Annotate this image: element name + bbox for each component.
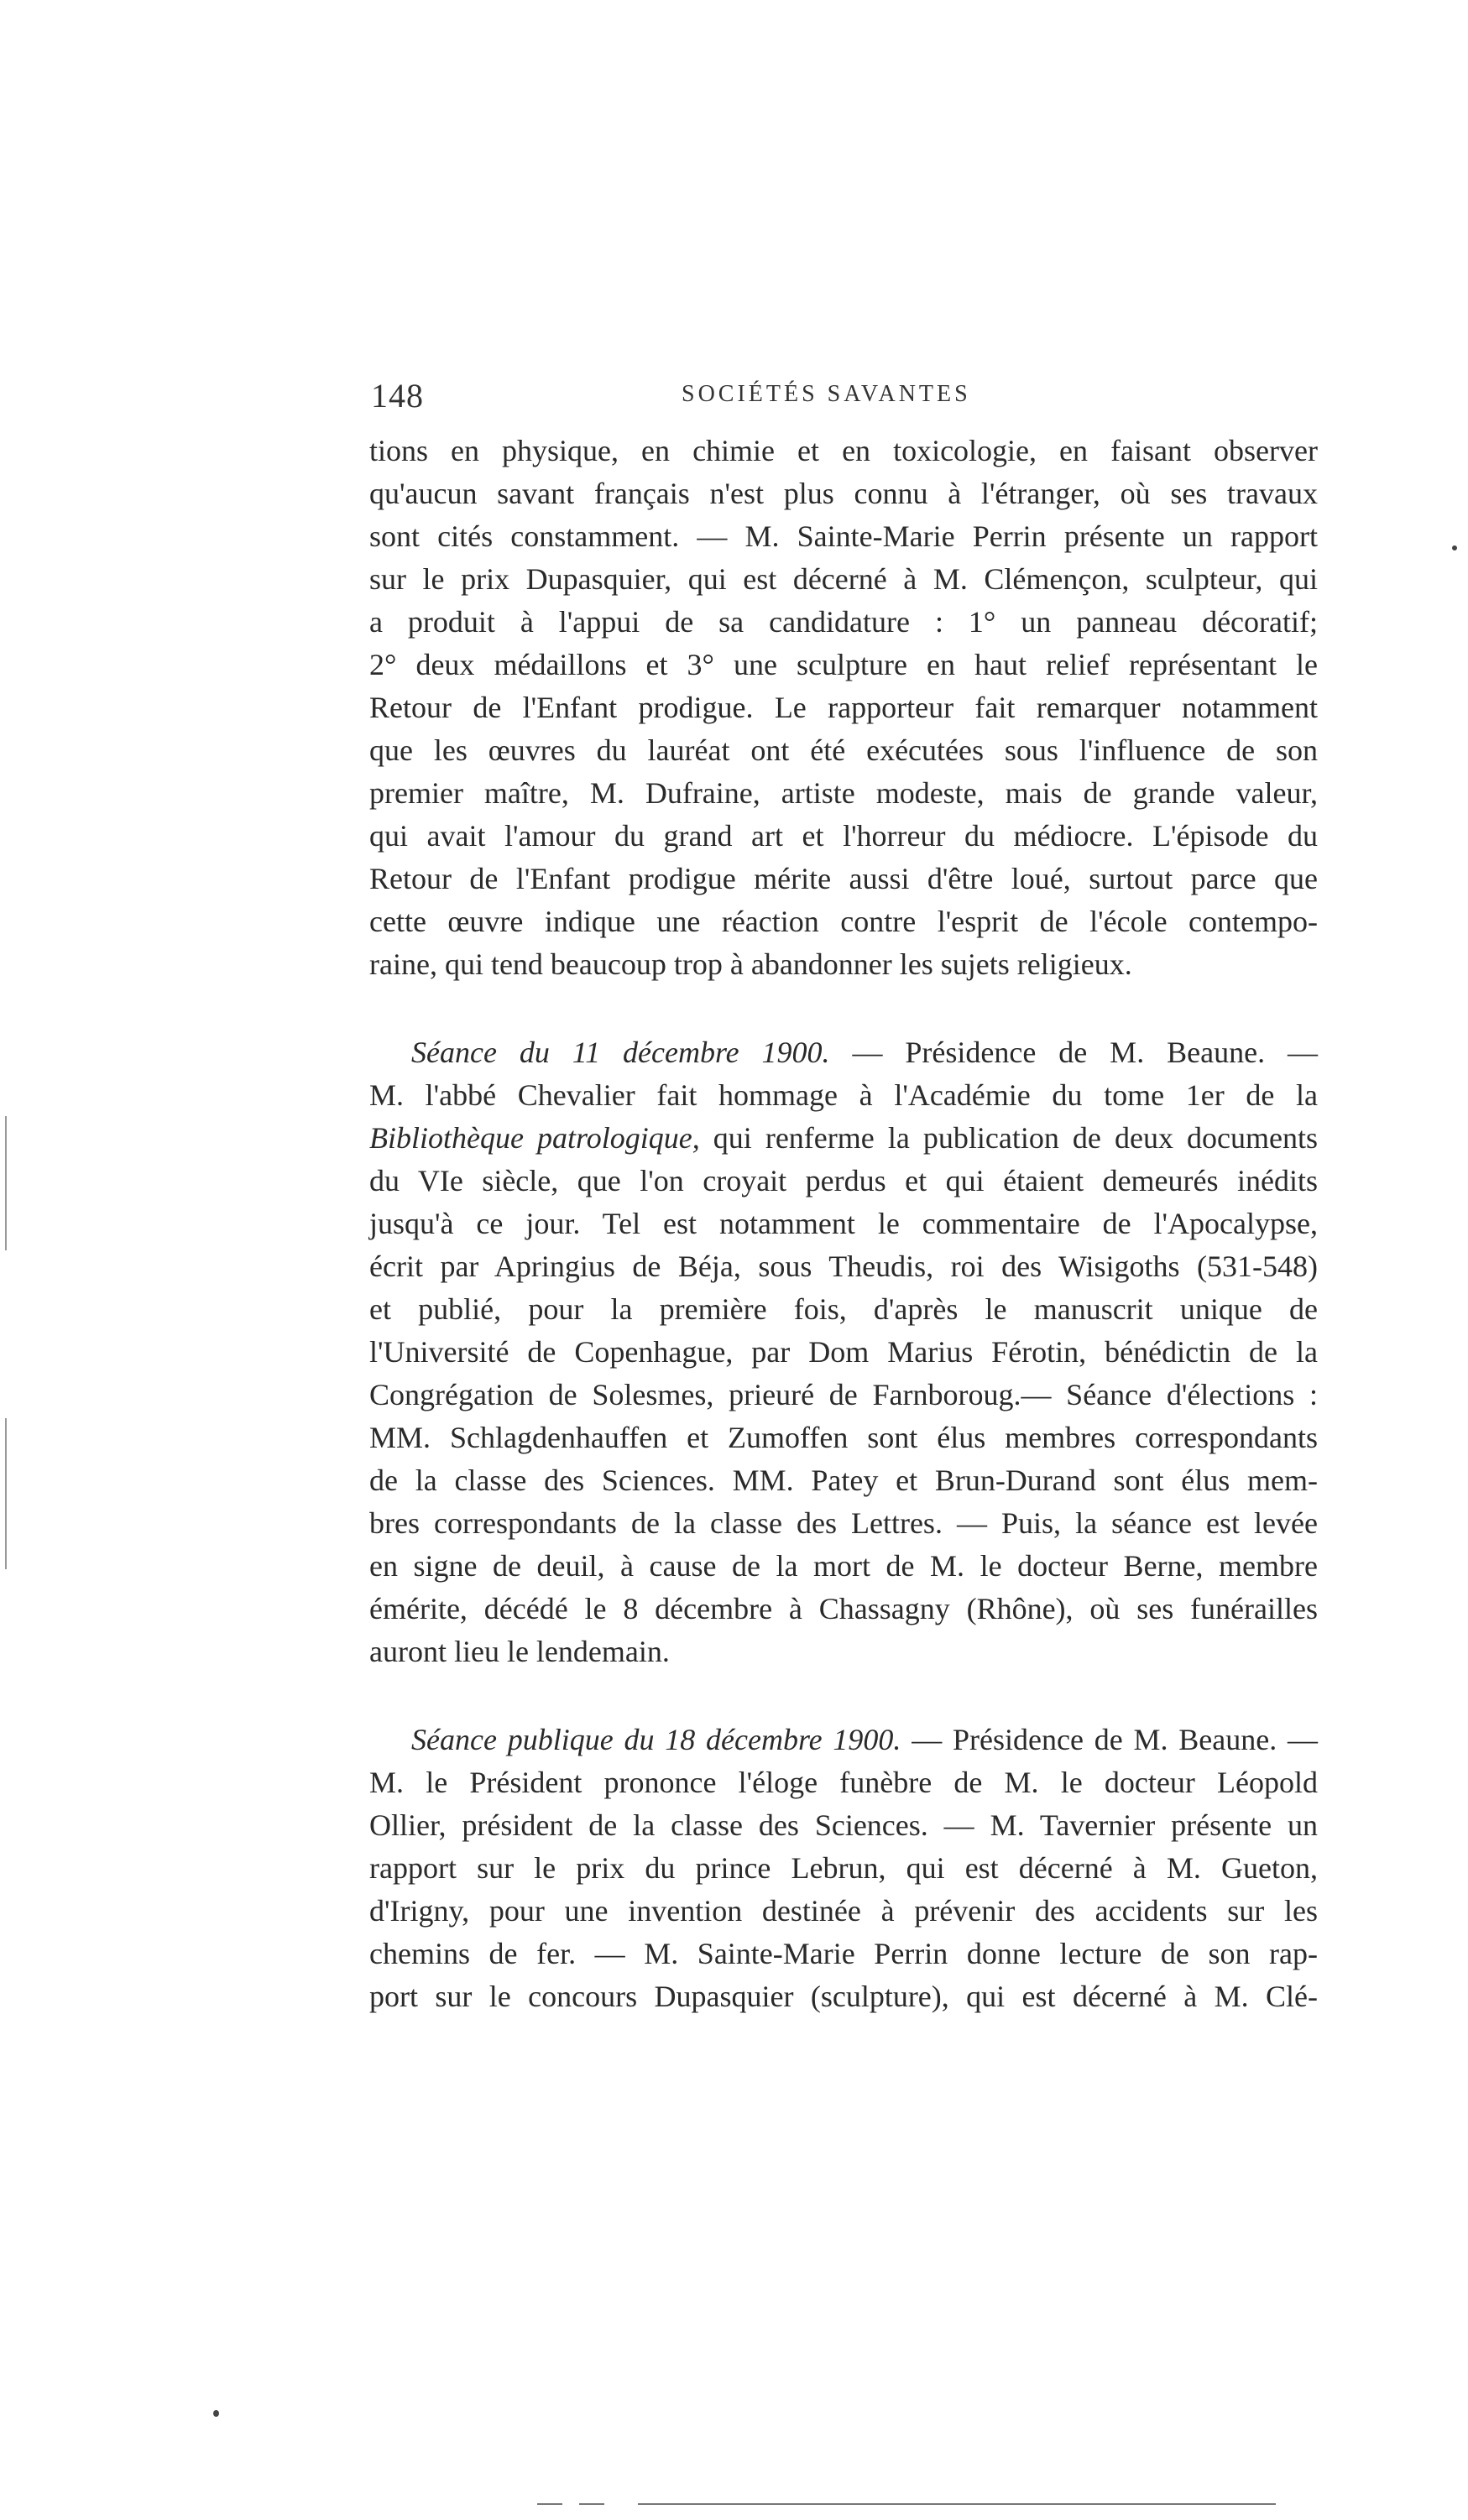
- text-line: M. l'abbé Chevalier fait hommage à l'Académie du tome 1er de la: [369, 1078, 1318, 1112]
- scan-speck: [213, 2410, 219, 2417]
- text-line: chemins de fer. — M. Sainte-Marie Perrin donne lecture de son rap-: [369, 1937, 1318, 1970]
- text-line: et publié, pour la première fois, d'après le manuscrit unique de: [369, 1292, 1318, 1326]
- text-line: tions en physique, en chimie et en toxicologie, en faisant observer: [369, 434, 1318, 467]
- text-line: écrit par Apringius de Béja, sous Theudis, roi des Wisigoths (531-548): [369, 1250, 1318, 1283]
- text-line: qu'aucun savant français n'est plus connu à l'étranger, où ses travaux: [369, 477, 1318, 510]
- text-line: de la classe des Sciences. MM. Patey et Brun-Durand sont élus mem-: [369, 1463, 1318, 1497]
- text-line: l'Université de Copenhague, par Dom Marius Férotin, bénédictin de la: [369, 1335, 1318, 1369]
- text-line: que les œuvres du lauréat ont été exécutées sous l'influence de son: [369, 733, 1318, 767]
- text-line: Séance du 11 décembre 1900. — Présidence de M. Beaune. —: [411, 1036, 1318, 1069]
- paragraph-3: [369, 1719, 1318, 2018]
- text-line: premier maître, M. Dufraine, artiste modeste, mais de grande valeur,: [369, 776, 1318, 810]
- bottom-edge-rule: [638, 2503, 1276, 2505]
- text-line: bres correspondants de la classe des Lettres. — Puis, la séance est levée: [369, 1506, 1318, 1540]
- text-line: cette œuvre indique une réaction contre l'esprit de l'école contempo-: [369, 905, 1318, 938]
- text-line: port sur le concours Dupasquier (sculpture), qui est décerné à M. Clé-: [369, 1980, 1318, 2013]
- text-line: Ollier, président de la classe des Sciences. — M. Tavernier présente un: [369, 1808, 1318, 1842]
- text-line: Retour de l'Enfant prodigue mérite aussi d'être loué, surtout parce que: [369, 862, 1318, 895]
- text-line: a produit à l'appui de sa candidature : 1° un panneau décoratif;: [369, 605, 1318, 639]
- text-line: M. le Président prononce l'éloge funèbre de M. le docteur Léopold: [369, 1766, 1318, 1799]
- session-date: Séance publique du 18 décembre 1900.: [411, 1723, 901, 1756]
- text-line: qui avait l'amour du grand art et l'horreur du médiocre. L'épisode du: [369, 819, 1318, 853]
- text-line: sur le prix Dupasquier, qui est décerné à M. Clémençon, sculpteur, qui: [369, 562, 1318, 596]
- scan-edge-mark: [5, 1116, 7, 1250]
- body-text: [369, 430, 1318, 2018]
- paragraph-2: [369, 1031, 1318, 1673]
- text-line: auront lieu le lendemain.: [369, 1635, 670, 1668]
- text-line: Séance publique du 18 décembre 1900. — Présidence de M. Beaune. —: [411, 1723, 1318, 1756]
- paragraph-1: [369, 430, 1318, 986]
- text-line: rapport sur le prix du prince Lebrun, qui est décerné à M. Gueton,: [369, 1851, 1318, 1885]
- book-title: Bibliothèque patrologique,: [369, 1121, 700, 1155]
- text-line: Bibliothèque patrologique, qui renferme la publication de deux documents: [369, 1121, 1318, 1155]
- page-number: 148: [371, 377, 424, 415]
- text-line: Congrégation de Solesmes, prieuré de Farnboroug.— Séance d'élections :: [369, 1378, 1318, 1411]
- paragraph-gap: [369, 1673, 1318, 1719]
- text-line: sont cités constamment. — M. Sainte-Marie Perrin présente un rapport: [369, 519, 1318, 553]
- text-line: en signe de deuil, à cause de la mort de M. le docteur Berne, membre: [369, 1549, 1318, 1583]
- text-line: jusqu'à ce jour. Tel est notamment le commentaire de l'Apocalypse,: [369, 1207, 1318, 1240]
- paragraph-gap: [369, 986, 1318, 1031]
- bottom-edge-rule: [579, 2503, 604, 2505]
- session-date: Séance du 11 décembre 1900.: [411, 1036, 830, 1069]
- bottom-edge-rule: [537, 2503, 562, 2505]
- text-line: raine, qui tend beaucoup trop à abandonner les sujets religieux.: [369, 947, 1132, 981]
- text-line: émérite, décédé le 8 décembre à Chassagny (Rhône), où ses funérailles: [369, 1592, 1318, 1625]
- page-header: [371, 376, 1303, 426]
- text-line: MM. Schlagdenhauffen et Zumoffen sont élus membres correspondants: [369, 1421, 1318, 1454]
- text-line: 2° deux médaillons et 3° une sculpture en haut relief représentant le: [369, 648, 1318, 681]
- scan-edge-mark: [5, 1418, 7, 1569]
- scan-speck: [1452, 545, 1457, 550]
- text-line: du VIe siècle, que l'on croyait perdus et qui étaient demeurés inédits: [369, 1164, 1318, 1197]
- text-line: Retour de l'Enfant prodigue. Le rapporteur fait remarquer notamment: [369, 691, 1318, 724]
- text-line: d'Irigny, pour une invention destinée à prévenir des accidents sur les: [369, 1894, 1318, 1928]
- running-head: SOCIÉTÉS SAVANTES: [682, 381, 971, 407]
